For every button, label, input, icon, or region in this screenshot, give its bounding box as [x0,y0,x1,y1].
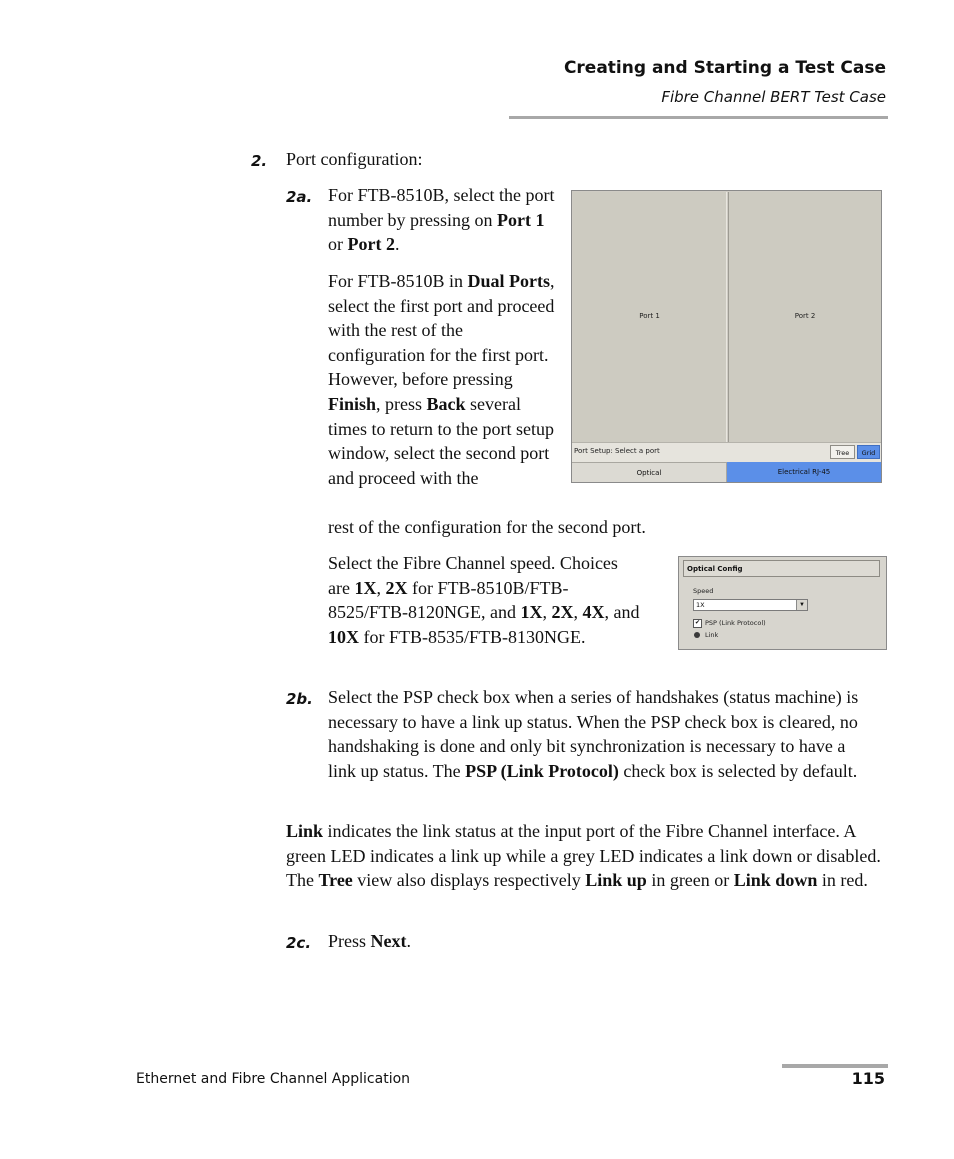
step-2a-paragraph-2: For FTB-8510B in Dual Ports, select the first port and proceed with the rest of the configuration for the first port. However, before pressing Finish, press Back several times to return to the port setup window, select the second port and proceed with the [328,271,555,488]
step-2b-number: 2b. [286,690,313,708]
step-2b-paragraph-1: Select the PSP check box when a series of handshakes (status machine) is necessary to have a link up status. When the PSP check box is cleared, no handshaking is done and only bit synchronization is necessary to have a link up status. The PSP (Link Protocol) check box is selected by default. [328,687,859,781]
tab-optical[interactable]: Optical [572,462,727,482]
port-2-button[interactable] [728,192,881,442]
psp-label: PSP (Link Protocol) [705,619,766,627]
status-bar [572,442,881,462]
speed-value: 1X [696,601,705,609]
port-2-label: Port 2 [794,312,816,320]
step-2a-paragraph-3: Select the Fibre Channel speed. Choices are 1X, 2X for FTB-8510B/FTB-8525/FTB-8120NGE, and 1X, 2X, 4X, and 10X for FTB-8535/FTB-8130NGE. [328,553,640,647]
speed-select[interactable] [693,599,808,611]
footer-rule [782,1064,888,1068]
step-2a-paragraph-2-tail: rest of the configuration for the second port. [328,517,646,537]
optical-config-title: Optical Config [683,560,880,577]
step-2-text: Port configuration: [286,149,423,169]
step-2b-paragraph-2: Link indicates the link status at the input port of the Fibre Channel interface. A green LED indicates a link up while a grey LED indicates a link down or disabled. The Tree view also displays respectively Link up in green or Link down in red. [286,821,881,891]
chevron-down-icon: ▼ [796,600,807,610]
speed-label: Speed [693,587,714,595]
running-header-title: Creating and Starting a Test Case [563,58,886,78]
step-2-number: 2. [251,152,268,170]
step-2c-number: 2c. [286,934,312,952]
tab-electrical-rj45[interactable]: Electrical RJ-45 [727,462,881,482]
grid-button[interactable]: Grid [857,445,880,459]
running-header-subtitle: Fibre Channel BERT Test Case [661,88,886,106]
link-label: Link [705,631,719,639]
port-setup-screenshot [571,190,882,483]
tree-button[interactable]: Tree [830,445,855,459]
optical-config-screenshot [678,556,887,650]
status-text: Port Setup: Select a port [574,447,660,455]
psp-checkbox[interactable]: ✔ [694,620,701,626]
step-2a-paragraph-1: For FTB-8510B, select the port number by pressing on Port 1 or Port 2. [328,185,555,255]
interface-tabs [572,462,881,482]
port-1-button[interactable] [573,192,727,442]
port-1-label: Port 1 [639,312,660,320]
step-2c-text: Press Next. [328,931,411,951]
step-2a-number: 2a. [286,188,313,206]
page-number: 115 [851,1069,885,1088]
footer-book-title: Ethernet and Fibre Channel Application [136,1071,411,1087]
header-rule [509,116,888,119]
link-led-icon [694,632,700,638]
